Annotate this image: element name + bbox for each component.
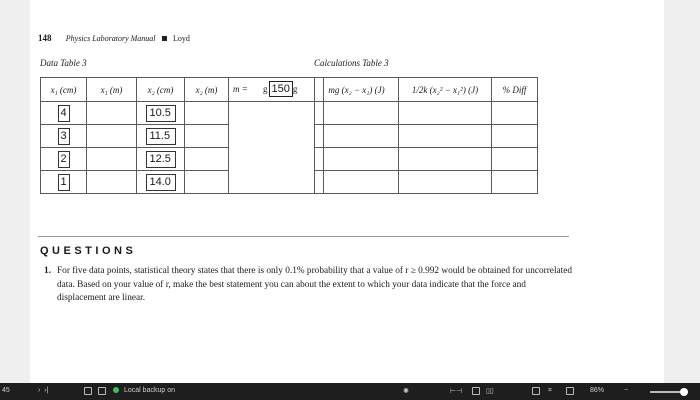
calc-table-header-row <box>315 78 538 102</box>
x1-m-cell <box>87 102 137 125</box>
x1-cm-cell <box>41 125 87 148</box>
mass-label: m = <box>233 84 248 94</box>
mg-cell[interactable] <box>315 171 399 194</box>
col-x1-cm: x₁ (cm) <box>41 78 87 102</box>
fit-icon[interactable]: ⌗ <box>548 387 552 394</box>
backup-status-icon <box>113 387 119 395</box>
spring-cell[interactable] <box>399 102 492 125</box>
x2-m-cell <box>185 102 229 125</box>
x2-cm-cell <box>137 125 185 148</box>
mass-unit-g: g <box>263 84 268 94</box>
col-spring-energy: 1/2k (x₂² − x₁²) (J) <box>399 78 492 102</box>
x1-m-cell <box>87 171 137 194</box>
data-table <box>40 77 324 194</box>
mass-cell <box>229 78 324 102</box>
page-indicator: 45 <box>2 387 10 394</box>
x1-cm-field[interactable]: 1 <box>58 174 70 191</box>
table-row <box>315 102 538 125</box>
table-row <box>315 171 538 194</box>
questions-heading: QUESTIONS <box>40 245 137 257</box>
x2-m-cell <box>185 148 229 171</box>
section-divider <box>38 236 569 237</box>
brightness-icon[interactable]: ✺ <box>403 388 409 395</box>
x1-cm-field[interactable]: 3 <box>58 128 70 145</box>
square-bullet-icon <box>162 36 167 41</box>
manual-title: Physics Laboratory Manual <box>65 34 156 43</box>
mass-value-field[interactable]: 150 <box>269 81 293 97</box>
zoom-out-icon[interactable]: − <box>624 387 629 394</box>
x1-cm-field[interactable]: 4 <box>58 105 70 122</box>
x1-cm-cell <box>41 148 87 171</box>
viewer-toolbar <box>0 383 700 400</box>
x1-cm-cell <box>41 102 87 125</box>
page-icon[interactable] <box>84 387 92 397</box>
col-x2-m: x₂ (m) <box>185 78 229 102</box>
mg-cell[interactable] <box>315 102 399 125</box>
x2-cm-field[interactable]: 14.0 <box>146 174 176 191</box>
x2-m-cell <box>185 171 229 194</box>
x1-cm-cell <box>41 171 87 194</box>
mg-cell[interactable] <box>315 148 399 171</box>
table-row <box>41 102 324 125</box>
table-row <box>315 148 538 171</box>
page-number: 148 <box>38 33 52 43</box>
next-page-button[interactable]: › ›| <box>38 387 49 394</box>
x2-cm-cell <box>137 171 185 194</box>
mass-entry <box>263 81 297 97</box>
mass-blank-cell <box>229 102 324 194</box>
question-1 <box>44 265 574 306</box>
diff-cell[interactable] <box>492 148 538 171</box>
zoom-level: 86% <box>590 387 605 394</box>
col-x1-m: x₁ (m) <box>87 78 137 102</box>
diff-cell[interactable] <box>492 171 538 194</box>
question-number: 1. <box>44 266 51 276</box>
data-table-caption: Data Table 3 <box>40 58 87 68</box>
spring-cell[interactable] <box>399 171 492 194</box>
col-x2-cm: x₂ (cm) <box>137 78 185 102</box>
x2-cm-cell <box>137 102 185 125</box>
sidebar-icon[interactable] <box>98 387 106 397</box>
backup-status: Local backup on <box>124 387 175 394</box>
mg-cell[interactable] <box>315 125 399 148</box>
right-margin <box>664 0 700 383</box>
left-margin <box>0 0 30 383</box>
diff-cell[interactable] <box>492 102 538 125</box>
data-table-header-row <box>41 78 324 102</box>
x2-m-cell <box>185 125 229 148</box>
x2-cm-cell <box>137 148 185 171</box>
author-name: Loyd <box>173 34 190 43</box>
diff-cell[interactable] <box>492 125 538 148</box>
two-up-icon[interactable] <box>532 387 540 397</box>
spring-cell[interactable] <box>399 148 492 171</box>
table-row <box>315 125 538 148</box>
x2-cm-field[interactable]: 11.5 <box>146 128 176 145</box>
question-text: For five data points, statistical theory states that there is only 0.1% probability that a value of r ≥ 0.992 would be obtained for uncorrelated data. Based on your value of r, make the best statement you can about the extent to which your data indicate that the force and displacement are linear. <box>57 266 573 303</box>
double-page-icon[interactable]: ▯▯ <box>486 388 494 395</box>
single-page-icon[interactable] <box>472 387 480 397</box>
zoom-slider-thumb[interactable] <box>680 388 688 396</box>
col-mg-work: mg (x₂ − x₁) (J) <box>315 78 399 102</box>
x1-m-cell <box>87 148 137 171</box>
width-icon[interactable]: ⊢⊣ <box>450 388 463 395</box>
page-header <box>38 33 190 43</box>
x2-cm-field[interactable]: 12.5 <box>146 151 176 168</box>
expand-icon[interactable] <box>566 387 574 397</box>
x2-cm-field[interactable]: 10.5 <box>146 105 176 122</box>
x1-cm-field[interactable]: 2 <box>58 151 70 168</box>
col-percent-diff: % Diff <box>492 78 538 102</box>
calc-table <box>314 77 538 194</box>
calc-table-caption: Calculations Table 3 <box>314 58 389 68</box>
mass-unit-g: g <box>292 84 298 94</box>
spring-cell[interactable] <box>399 125 492 148</box>
x1-m-cell <box>87 125 137 148</box>
